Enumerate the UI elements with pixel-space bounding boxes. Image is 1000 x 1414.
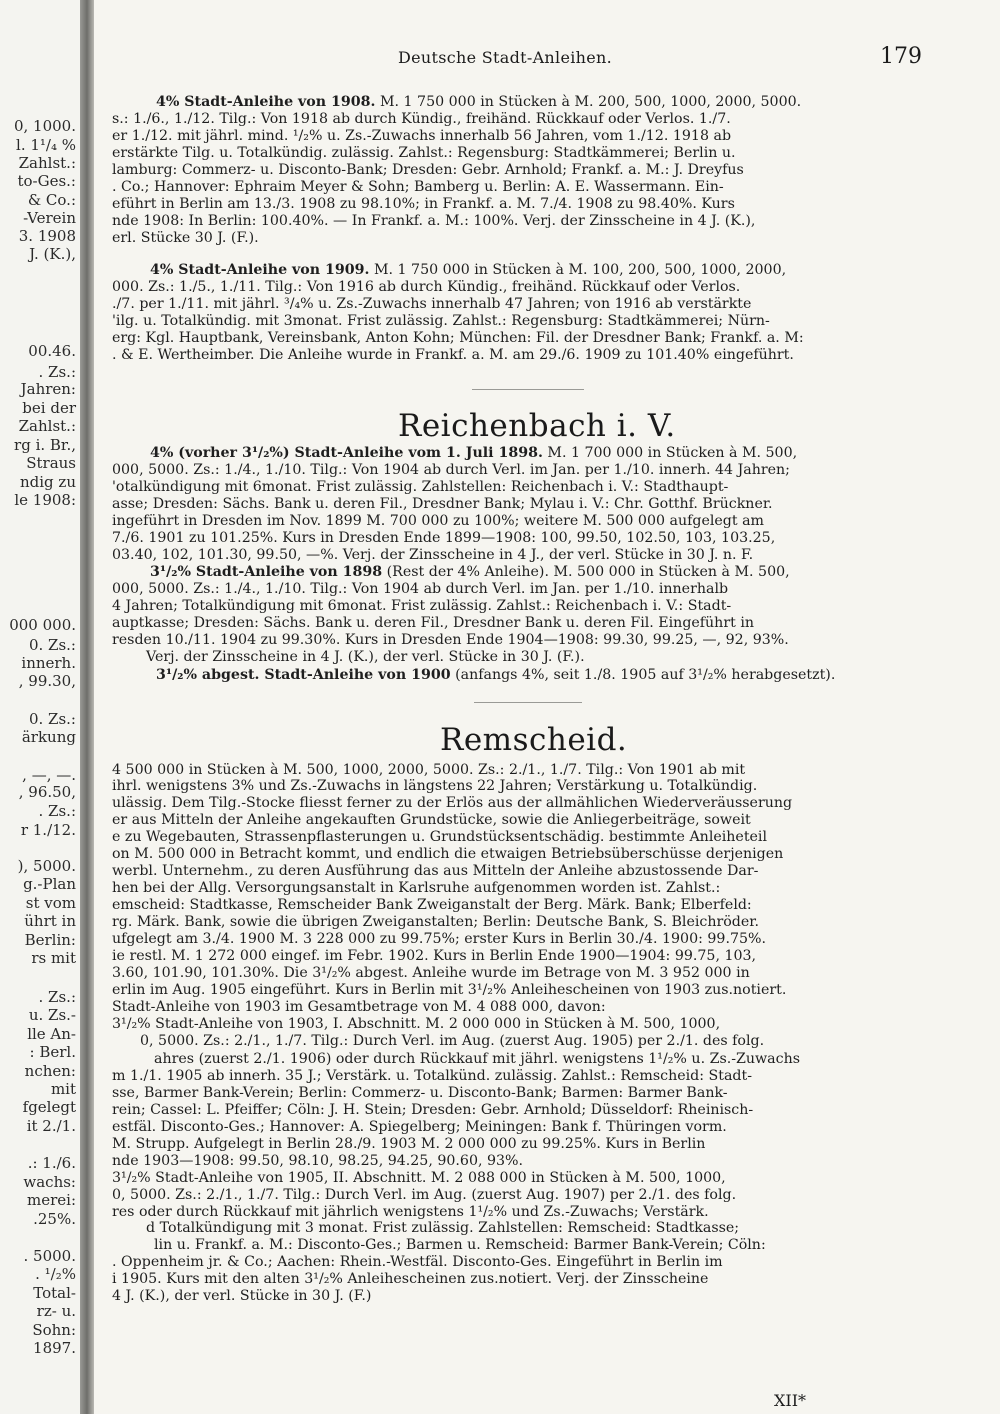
left-column-fragment: mit (50, 1080, 76, 1098)
text-line: e zu Wegebauten, Strassenpflasterungen u. Grundstücksentschädig. bestimmte Anleiheteil (112, 829, 768, 845)
text-line: 000, 5000. Zs.: 1./4., 1./10. Tilg.: Von 1904 ab durch Verl. im Jan. per 1./10. innerhalb (112, 581, 729, 597)
book-gutter (80, 0, 94, 1414)
text-line: 4 Jahren; Totalkündigung mit 6monat. Frist zulässig. Zahlst.: Reichenbach i. V.: Stadt- (112, 598, 732, 614)
left-column-fragment: le 1908: (14, 491, 76, 509)
loan-title: 4% Stadt-Anleihe von 1909. (150, 262, 370, 278)
section-heading-remscheid: Remscheid. (440, 722, 628, 758)
left-column-fragment: fgelegt (22, 1098, 76, 1116)
left-column-fragment: innerh. (21, 654, 76, 672)
text-line: resden 10./11. 1904 zu 99.30%. Kurs in Dresden Ende 1904—1908: 99.30, 99.25, —, 92, 93%. (112, 632, 789, 648)
left-column-fragment: 0. Zs.: (28, 710, 76, 728)
text-line: nde 1908: In Berlin: 100.40%. — In Frankf. a. M.: 100%. Verj. der Zinsscheine in 4 J. (K.), (112, 213, 756, 229)
left-column-fragment: ärkung (21, 728, 76, 746)
text-line: ie restl. M. 1 272 000 eingef. im Febr. 1902. Kurs in Berlin Ende 1900—1904: 99.75, 103, (112, 948, 757, 964)
loan-title: 3¹/₂% Stadt-Anleihe von 1898 (150, 564, 383, 580)
text-line: ingeführt in Dresden im Nov. 1899 M. 700 000 zu 100%; weitere M. 500 000 aufgelegt am (112, 513, 764, 529)
left-column-fragment: 3. 1908 (18, 227, 76, 245)
text-line: emscheid: Stadtkasse, Remscheider Bank Zweiganstalt der Berg. Märk. Bank; Elberfeld: (112, 897, 752, 913)
left-column-fragment: it 2./1. (26, 1117, 76, 1135)
left-column-fragment: . ¹/₂% (35, 1265, 76, 1283)
text-line: asse; Dresden: Sächs. Bank u. deren Fil., Dresdner Bank; Mylau i. V.: Chr. Gotthf. Brückner. (112, 496, 773, 512)
left-column-fragment: . 5000. (23, 1247, 76, 1265)
loan-title: 4% Stadt-Anleihe von 1908. (156, 94, 376, 110)
text-line: . & E. Wertheimber. Die Anleihe wurde in Frankf. a. M. am 29./6. 1909 zu 101.40% eingeführt. (112, 347, 794, 363)
text-line: ihrl. wenigstens 3% und Zs.-Zuwachs in längstens 22 Jahren; Verstärkung u. Totalkündig. (112, 778, 758, 794)
left-column-fragment: , 99.30, (18, 672, 76, 690)
left-column-fragment: u. Zs.- (28, 1006, 76, 1024)
text-line: 3¹/₂% Stadt-Anleihe von 1903, I. Abschnitt. M. 2 000 000 in Stücken à M. 500, 1000, (112, 1016, 721, 1032)
left-column-fragment: Sohn: (32, 1321, 76, 1339)
left-column-fragment: 00.46. (28, 342, 76, 360)
left-column-fragment: lle An- (27, 1025, 76, 1043)
text-line: 4% (vorher 3¹/₂%) Stadt-Anleihe vom 1. Juli 1898. M. 1 700 000 in Stücken à M. 500, (150, 445, 798, 461)
text-line: hen bei der Allg. Versorgungsanstalt in Karlsruhe aufgenommen worden ist. Zahlst.: (112, 880, 721, 896)
text-line: ./7. per 1./11. mit jährl. ³/₄% u. Zs.-Zuwachs innerhalb 47 Jahren; von 1916 ab verstärkte (112, 296, 752, 312)
left-column-fragment: ndig zu (20, 473, 76, 491)
text-line: erg: Kgl. Hauptbank, Vereinsbank, Anton Kohn; München: Fil. der Dresdner Bank; Frankf. a. M: (112, 330, 804, 346)
text-line: 3¹/₂% Stadt-Anleihe von 1898 (Rest der 4% Anleihe). M. 500 000 in Stücken à M. 500, (150, 564, 790, 580)
text-line: 000. Zs.: 1./5., 1./11. Tilg.: Von 1916 ab durch Kündig., freihänd. Rückkauf oder Verlos. (112, 279, 741, 295)
text-line: Stadt-Anleihe von 1903 im Gesamtbetrage von M. 4 088 000, davon: (112, 999, 606, 1015)
text-line: erstärkte Tilg. u. Totalkündig. zulässig. Zahlst.: Regensburg: Stadtkämmerei; Berlin u. (112, 145, 736, 161)
left-column-fragment: g.-Plan (23, 875, 76, 893)
section-heading-reichenbach: Reichenbach i. V. (398, 408, 676, 444)
text-line: i 1905. Kurs mit den alten 3¹/₂% Anleihescheinen zus.notiert. Verj. der Zinsscheine (112, 1271, 709, 1287)
left-column-fragment: st vom (25, 894, 76, 912)
left-column-fragment: r 1./12. (20, 821, 76, 839)
text-line: er 1./12. mit jährl. mind. ¹/₂% u. Zs.-Zuwachs innerhalb 56 Jahren, vom 1./12. 1918 ab (112, 128, 732, 144)
text-line: M. Strupp. Aufgelegt in Berlin 28./9. 1903 M. 2 000 000 zu 99.25%. Kurs in Berlin (112, 1136, 706, 1152)
text-line: 'ilg. u. Totalkündig. mit 3monat. Frist zulässig. Zahlst.: Regensburg: Stadtkämmerei; Nürn- (112, 313, 770, 329)
text-line: 0, 5000. Zs.: 2./1., 1./7. Tilg.: Durch Verl. im Aug. (zuerst Aug. 1907) per 2./1. des folg. (112, 1187, 737, 1203)
text-line: s.: 1./6., 1./12. Tilg.: Von 1918 ab durch Kündig., freihänd. Rückkauf oder Verlos. 1./7. (112, 111, 731, 127)
left-column-fragment: merei: (27, 1191, 76, 1209)
text-line: er aus Mitteln der Anleihe angekauften Grundstücke, sowie die Anliegerbeiträge, soweit (112, 812, 751, 828)
left-column-fragment: Berlin: (24, 931, 76, 949)
left-column-fragment: rz- u. (36, 1302, 76, 1320)
text-line: erlin im Aug. 1905 eingeführt. Kurs in Berlin mit 3¹/₂% Anleihescheinen von 1903 zus.notiert. (112, 982, 787, 998)
text-line: werbl. Unternehm., zu deren Ausführung das aus Mitteln der Anleihe abzustossende Dar- (112, 863, 759, 879)
left-column-fragment: rg i. Br., (14, 436, 76, 454)
text-line: 3¹/₂% Stadt-Anleihe von 1905, II. Abschnitt. M. 2 088 000 in Stücken à M. 500, 1000, (112, 1170, 726, 1186)
text-line: on M. 500 000 in Betracht kommt, und endlich die etwaigen Betriebsüberschüsse derjenigen (112, 846, 784, 862)
left-column-fragment: . Zs.: (38, 802, 76, 820)
left-column-fragment: 1897. (33, 1339, 76, 1357)
text-line: ahres (zuerst 2./1. 1906) oder durch Rückkauf mit jährl. wenigstens 1¹/₂% u. Zs.-Zuwachs (154, 1051, 800, 1067)
section-divider (474, 702, 582, 703)
left-column-fragment: wachs: (23, 1173, 76, 1191)
text-line: 4 500 000 in Stücken à M. 500, 1000, 2000, 5000. Zs.: 2./1., 1./7. Tilg.: Von 1901 ab mit (112, 762, 746, 778)
left-column-fragment: , 96.50, (18, 783, 76, 801)
left-column-fragment: 0, 1000. (13, 117, 76, 135)
left-column-fragment: . Zs.: (38, 988, 76, 1006)
text-line: . Co.; Hannover: Ephraim Meyer & Sohn; Bamberg u. Berlin: A. E. Wassermann. Ein- (112, 179, 724, 195)
document-page (94, 0, 1000, 1414)
signature-mark: XII* (774, 1391, 807, 1410)
text-line: 4% Stadt-Anleihe von 1908. M. 1 750 000 in Stücken à M. 200, 500, 1000, 2000, 5000. (156, 94, 802, 110)
left-column-fragment: : Berl. (29, 1043, 76, 1061)
left-column-fragment: . Zs.: (38, 363, 76, 381)
left-column-fragment: l. 1¹/₄ % (16, 136, 76, 154)
left-column-fragment: Total- (33, 1284, 76, 1302)
text-line: res oder durch Rückkauf mit jährlich wenigstens 1¹/₂% und Zs.-Zuwachs; Verstärk. (112, 1204, 709, 1220)
section-divider (472, 389, 584, 390)
text-line: rein; Cassel: L. Pfeiffer; Cöln: J. H. Stein; Dresden: Gebr. Arnhold; Düsseldorf: Rheinisch- (112, 1102, 754, 1118)
text-line: lamburg: Commerz- u. Disconto-Bank; Dresden: Gebr. Arnhold; Frankf. a. M.: J. Dreyfus (112, 162, 744, 178)
running-header: Deutsche Stadt-Anleihen. (398, 48, 612, 67)
text-line: d Totalkündigung mit 3 monat. Frist zulässig. Zahlstellen: Remscheid: Stadtkasse; (146, 1220, 740, 1236)
loan-title: 4% (vorher 3¹/₂%) Stadt-Anleihe vom 1. Juli 1898. (150, 445, 543, 461)
text-line: nde 1903—1908: 99.50, 98.10, 98.25, 94.25, 90.60, 93%. (112, 1153, 524, 1169)
text-line: . Oppenheim jr. & Co.; Aachen: Rhein.-Westfäl. Disconto-Ges. Eingeführt in Berlin im (112, 1254, 723, 1270)
text-line: m 1./1. 1905 ab innerh. 35 J.; Verstärk. u. Totalkünd. zulässig. Zahlst.: Remscheid: Stadt- (112, 1068, 753, 1084)
left-column-fragment: Zahlst.: (18, 154, 76, 172)
text-line: erl. Stücke 30 J. (F.). (112, 230, 259, 246)
left-column-fragment: 0. Zs.: (28, 636, 76, 654)
page-number: 179 (880, 44, 922, 69)
left-column-fragment: ), 5000. (17, 857, 76, 875)
left-column-fragment: Jahren: (20, 380, 76, 398)
text-line: 4% Stadt-Anleihe von 1909. M. 1 750 000 in Stücken à M. 100, 200, 500, 1000, 2000, (150, 262, 787, 278)
left-column-fragment: -Verein (23, 209, 76, 227)
left-column-fragment: Zahlst.: (18, 417, 76, 435)
text-line: ulässig. Dem Tilg.-Stocke fliesst ferner zu der Erlös aus der allmählichen Wiederveräusserung (112, 795, 793, 811)
left-page-strip (0, 0, 80, 1414)
text-line: 4 J. (K.), der verl. Stücke in 30 J. (F.) (112, 1288, 372, 1304)
text-line: Verj. der Zinsscheine in 4 J. (K.), der verl. Stücke in 30 J. (F.). (146, 649, 585, 665)
left-column-fragment: ührt in (24, 912, 76, 930)
left-column-fragment: to-Ges.: (17, 172, 76, 190)
text-line: 0, 5000. Zs.: 2./1., 1./7. Tilg.: Durch Verl. im Aug. (zuerst Aug. 1905) per 2./1. des folg. (140, 1033, 765, 1049)
left-column-fragment: Straus (26, 454, 76, 472)
text-line: estfäl. Disconto-Ges.; Hannover: A. Spiegelberg; Meiningen: Bank f. Thüringen vorm. (112, 1119, 727, 1135)
left-column-fragment: J. (K.), (29, 245, 76, 263)
left-column-fragment: & Co.: (27, 191, 76, 209)
left-column-fragment: .25%. (33, 1210, 76, 1228)
text-line: ufgelegt am 3./4. 1900 M. 3 228 000 zu 99.75%; erster Kurs in Berlin 30./4. 1900: 99.75%. (112, 931, 767, 947)
left-column-fragment: bei der (22, 399, 76, 417)
text-line: 03.40, 102, 101.30, 99.50, —%. Verj. der Zinsscheine in 4 J., der verl. Stücke in 30 J. n. F. (112, 547, 754, 563)
text-line: sse, Barmer Bank-Verein; Berlin: Commerz- u. Disconto-Bank; Barmen: Barmer Bank- (112, 1085, 728, 1101)
left-column-fragment: .: 1./6. (27, 1154, 76, 1172)
text-line: auptkasse; Dresden: Sächs. Bank u. deren Fil., Dresdner Bank u. deren Fil. Eingeführt in (112, 615, 754, 631)
left-column-fragment: , —, —. (22, 766, 76, 784)
text-line: 'otalkündigung mit 6monat. Frist zulässig. Zahlstellen: Reichenbach i. V.: Stadthaupt- (112, 479, 729, 495)
text-line: 3¹/₂% abgest. Stadt-Anleihe von 1900 (anfangs 4%, seit 1./8. 1905 auf 3¹/₂% herabgesetzt). (156, 667, 836, 683)
text-line: eführt in Berlin am 13./3. 1908 zu 98.10%; in Frankf. a. M. 7./4. 1908 zu 98.40%. Kurs (112, 196, 735, 212)
left-column-fragment: nchen: (24, 1062, 76, 1080)
text-line: 3.60, 101.90, 101.30%. Die 3¹/₂% abgest. Anleihe wurde im Betrage von M. 3 952 000 in (112, 965, 750, 981)
text-line: lin u. Frankf. a. M.: Disconto-Ges.; Barmen u. Remscheid: Barmer Bank-Verein; Cöln: (154, 1237, 766, 1253)
loan-title: 3¹/₂% abgest. Stadt-Anleihe von 1900 (156, 667, 451, 683)
text-line: rg. Märk. Bank, sowie die übrigen Zweiganstalten; Berlin: Deutsche Bank, S. Bleichröder. (112, 914, 759, 930)
text-line: 000, 5000. Zs.: 1./4., 1./10. Tilg.: Von 1904 ab durch Verl. im Jan. per 1./10. innerh. 44 Jahren; (112, 462, 790, 478)
left-column-fragment: rs mit (31, 949, 76, 967)
text-line: 7./6. 1901 zu 101.25%. Kurs in Dresden Ende 1899—1908: 100, 99.50, 102.50, 103, 103.25, (112, 530, 776, 546)
left-column-fragment: 000 000. (9, 616, 76, 634)
